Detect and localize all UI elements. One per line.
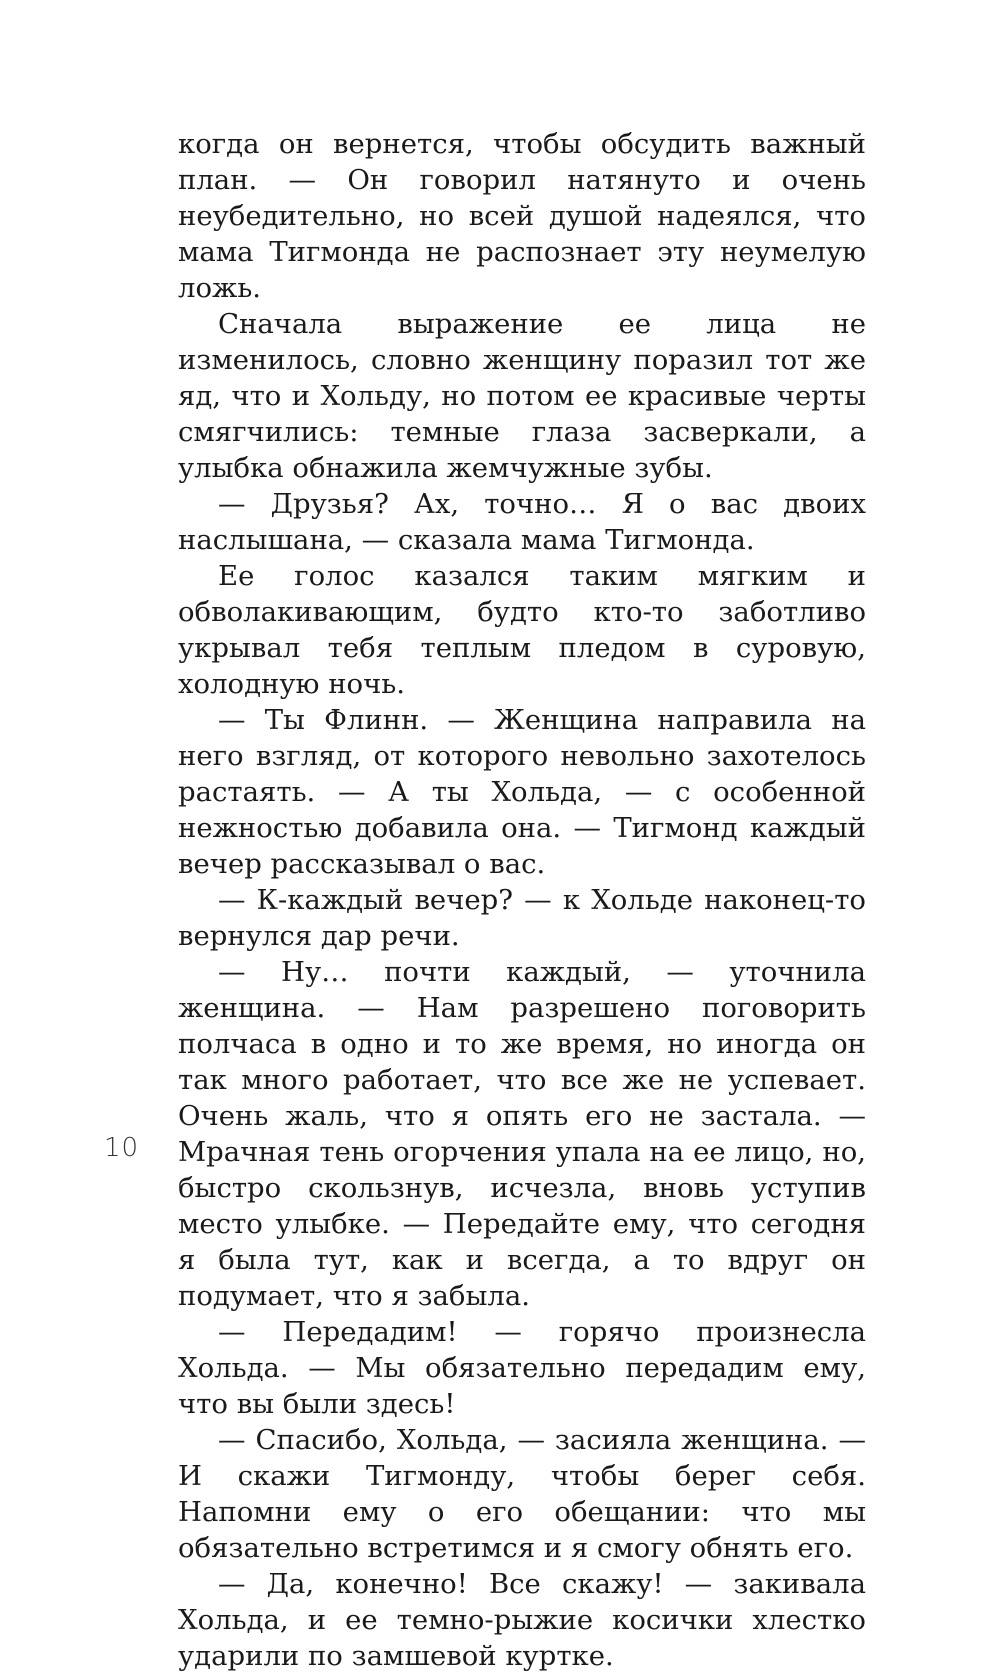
paragraph: — Спасибо, Хольда, — засияла женщина. — И скажи Тигмонду, чтобы берег себя. Напомни ему о его обещании: что мы обязательно встретимся и я смогу обнять его. bbox=[178, 1424, 866, 1564]
paragraph: — Ты Флинн. — Женщина направила на него взгляд, от которого невольно захотелось растаять. — А ты Хольда, — с особенной нежностью добавила она. — Тигмонд каждый вечер рассказывал о вас. bbox=[178, 704, 866, 880]
page-number: 10 bbox=[104, 1133, 140, 1163]
paragraph: — К-каждый вечер? — к Хольде наконец-то вернулся дар речи. bbox=[178, 884, 866, 952]
paragraph: — Передадим! — горячо произнесла Хольда. — Мы обязательно передадим ему, что вы были здесь! bbox=[178, 1316, 866, 1420]
paragraph: Сначала выражение ее лица не изменилось, словно женщину поразил тот же яд, что и Хольду, но потом ее красивые черты смягчились: темные глаза засверкали, а улыбка обнажила жемчужные зубы. bbox=[178, 308, 866, 484]
body-text bbox=[178, 126, 866, 1674]
paragraph: — Ну… почти каждый, — уточнила женщина. — Нам разрешено поговорить полчаса в одно и то же время, но иногда он так много работает, что все же не успевает. Очень жаль, что я опять его не застала. — Мрачная тень огорчения упала на ее лицо, но, быстро скользнув, исчезла, вновь уступив место улыбке. — Передайте ему, что сегодня я была тут, как и всегда, а то вдруг он подумает, что я забыла. bbox=[178, 956, 866, 1312]
paragraph: — Да, конечно! Все скажу! — закивала Хольда, и ее темно-рыжие косички хлестко ударили по замшевой куртке. bbox=[178, 1568, 866, 1672]
paragraph: Ее голос казался таким мягким и обволакивающим, будто кто-то заботливо укрывал тебя теплым пледом в суровую, холодную ночь. bbox=[178, 560, 866, 700]
paragraph: — Друзья? Ах, точно… Я о вас двоих наслышана, — сказала мама Тигмонда. bbox=[178, 488, 866, 556]
paragraph: когда он вернется, чтобы обсудить важный план. — Он говорил натянуто и очень неубедительно, но всей душой надеялся, что мама Тигмонда не распознает эту неумелую ложь. bbox=[178, 128, 866, 304]
